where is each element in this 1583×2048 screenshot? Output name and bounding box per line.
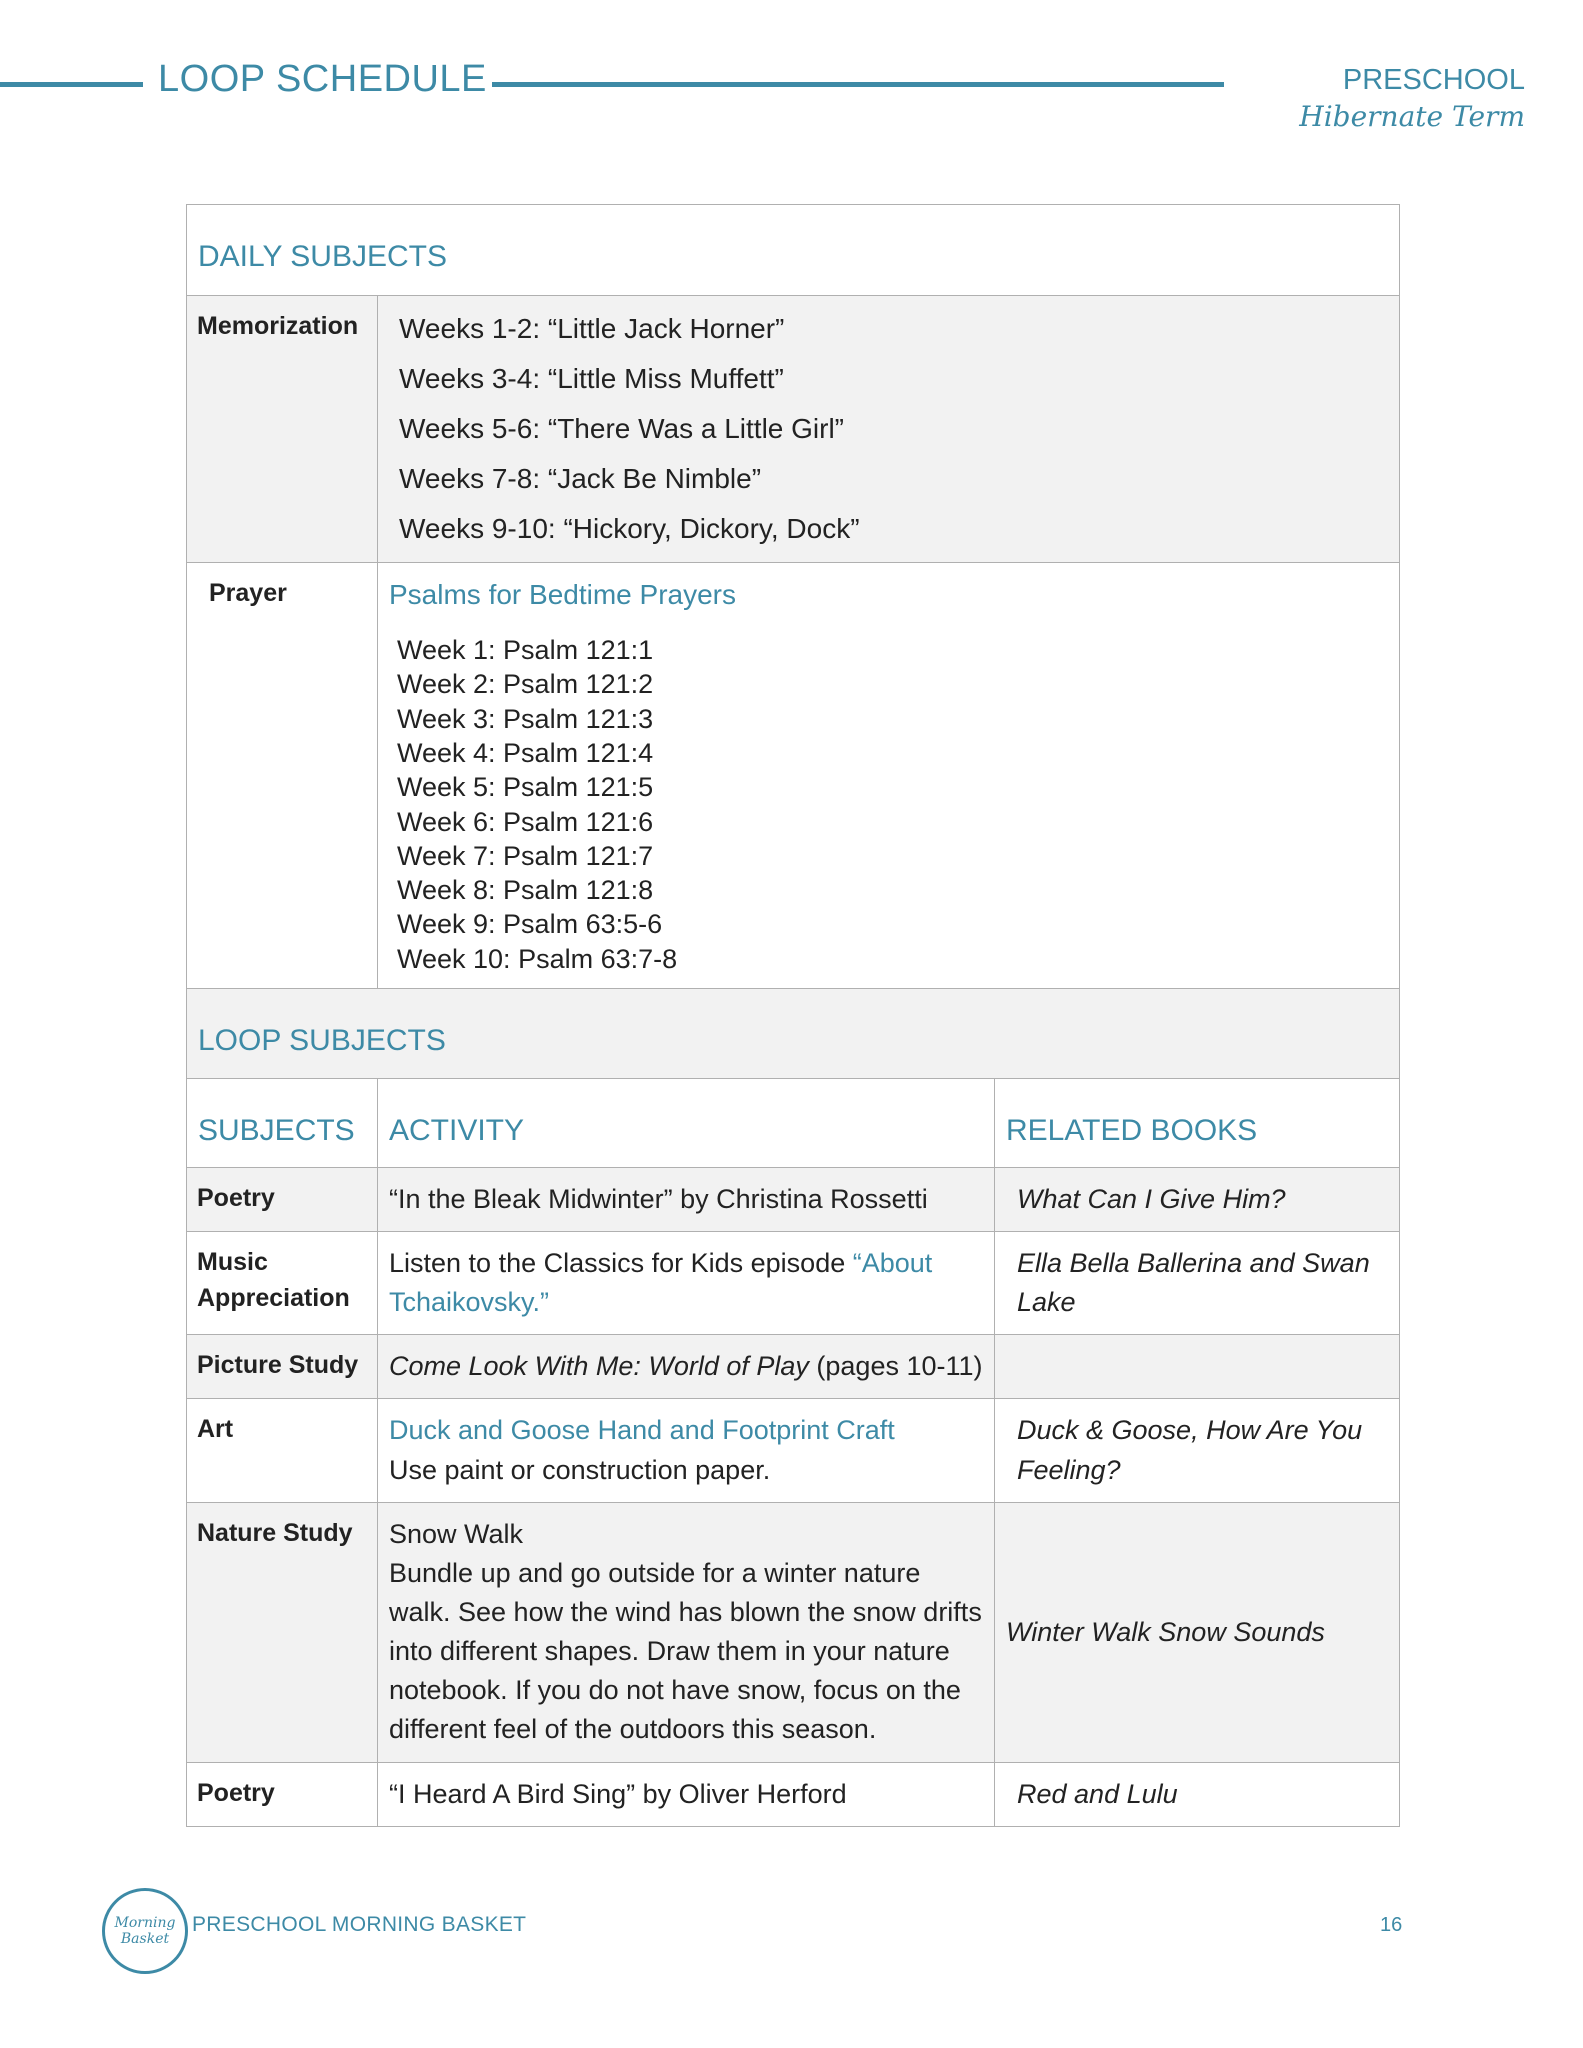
table-row-prayer [187,562,1400,988]
column-header-subjects: SUBJECTS [187,1079,378,1168]
list-item: Week 6: Psalm 121:6 [397,806,654,837]
memorization-list [378,295,1400,562]
subject-label: Poetry [187,1167,378,1231]
list-item: Week 4: Psalm 121:4 [397,737,654,768]
book-cell: Duck & Goose, How Are You Feeling? [995,1399,1400,1502]
craft-link[interactable]: Duck and Goose Hand and Footprint Craft [389,1415,895,1446]
activity-cell: “In the Bleak Midwinter” by Christina Rossetti [378,1167,995,1231]
activity-cell [378,1502,995,1762]
episode-link[interactable]: “About Tchaikovsky.” [389,1248,933,1318]
activity-cell [378,1232,995,1335]
subject-label: Poetry [187,1762,378,1826]
subject-label: Picture Study [187,1335,378,1399]
list-item: Week 8: Psalm 121:8 [397,875,654,906]
prayer-link[interactable]: Psalms for Bedtime Prayers [389,578,736,610]
subject-label: Memorization [187,295,378,562]
activity-cell [378,1399,995,1502]
activity-text: (pages 10-11) [808,1351,983,1382]
term-label: Hibernate Term [1299,100,1525,133]
header-rule-right [492,82,1224,87]
list-item: Weeks 5-6: “There Was a Little Girl” [399,412,845,444]
book-cell: Winter Walk Snow Sounds [995,1502,1400,1762]
activity-cell [378,1335,995,1399]
daily-section-title: DAILY SUBJECTS [187,205,1400,296]
list-item: Week 2: Psalm 121:2 [397,669,654,700]
list-item: Weeks 3-4: “Little Miss Muffett” [399,362,784,394]
schedule-table [186,204,1400,1827]
level-label: PRESCHOOL [1342,64,1525,96]
activity-text: Use paint or construction paper. [389,1454,771,1485]
table-row [187,1335,1400,1399]
column-header-books: RELATED BOOKS [995,1079,1400,1168]
book-cell: Red and Lulu [995,1762,1400,1826]
column-header-activity: ACTIVITY [378,1079,995,1168]
table-row [187,1232,1400,1335]
column-header-row [187,1079,1400,1168]
list-item: Week 5: Psalm 121:5 [397,772,654,803]
list-item: Week 1: Psalm 121:1 [397,635,654,666]
activity-text: Bundle up and go outside for a winter nature walk. See how the wind has blown the snow drifts into different shapes. Draw them in your nature notebook. If you do not have snow, focus on the different feel of the outdoors this season. [389,1557,982,1745]
list-item: Weeks 9-10: “Hickory, Dickory, Dock” [399,512,860,544]
book-cell [995,1335,1400,1399]
list-item: Weeks 1-2: “Little Jack Horner” [399,312,785,344]
table-row [187,1399,1400,1502]
loop-section-header [187,988,1400,1079]
list-item: Week 3: Psalm 121:3 [397,703,654,734]
morning-basket-logo [102,1888,188,1974]
activity-text: Listen to the Classics for Kids episode [389,1248,853,1279]
subject-label: Music Appreciation [187,1232,378,1335]
footer-title: PRESCHOOL MORNING BASKET [192,1913,527,1936]
book-cell: Ella Bella Ballerina and Swan Lake [995,1232,1400,1335]
subject-label: Prayer [187,562,378,988]
subject-label: Nature Study [187,1502,378,1762]
book-cell: What Can I Give Him? [995,1167,1400,1231]
page-title: LOOP SCHEDULE [158,58,487,100]
list-item: Week 10: Psalm 63:7-8 [397,943,678,974]
list-item: Week 9: Psalm 63:5-6 [397,909,663,940]
list-item: Weeks 7-8: “Jack Be Nimble” [399,462,762,494]
page-number: 16 [1380,1914,1403,1936]
logo-text: Morning Basket [114,1915,176,1947]
loop-section-title: LOOP SUBJECTS [187,988,1400,1079]
table-row [187,1502,1400,1762]
daily-section-header [187,205,1400,296]
activity-title: Snow Walk [389,1518,524,1549]
table-row [187,1762,1400,1826]
subject-label: Art [187,1399,378,1502]
table-row-memorization [187,295,1400,562]
prayer-cell [378,562,1400,988]
activity-cell: “I Heard A Bird Sing” by Oliver Herford [378,1762,995,1826]
table-row [187,1167,1400,1231]
list-item: Week 7: Psalm 121:7 [397,840,654,871]
activity-book-title: Come Look With Me: World of Play [389,1351,809,1382]
header-rule-left [0,82,143,87]
